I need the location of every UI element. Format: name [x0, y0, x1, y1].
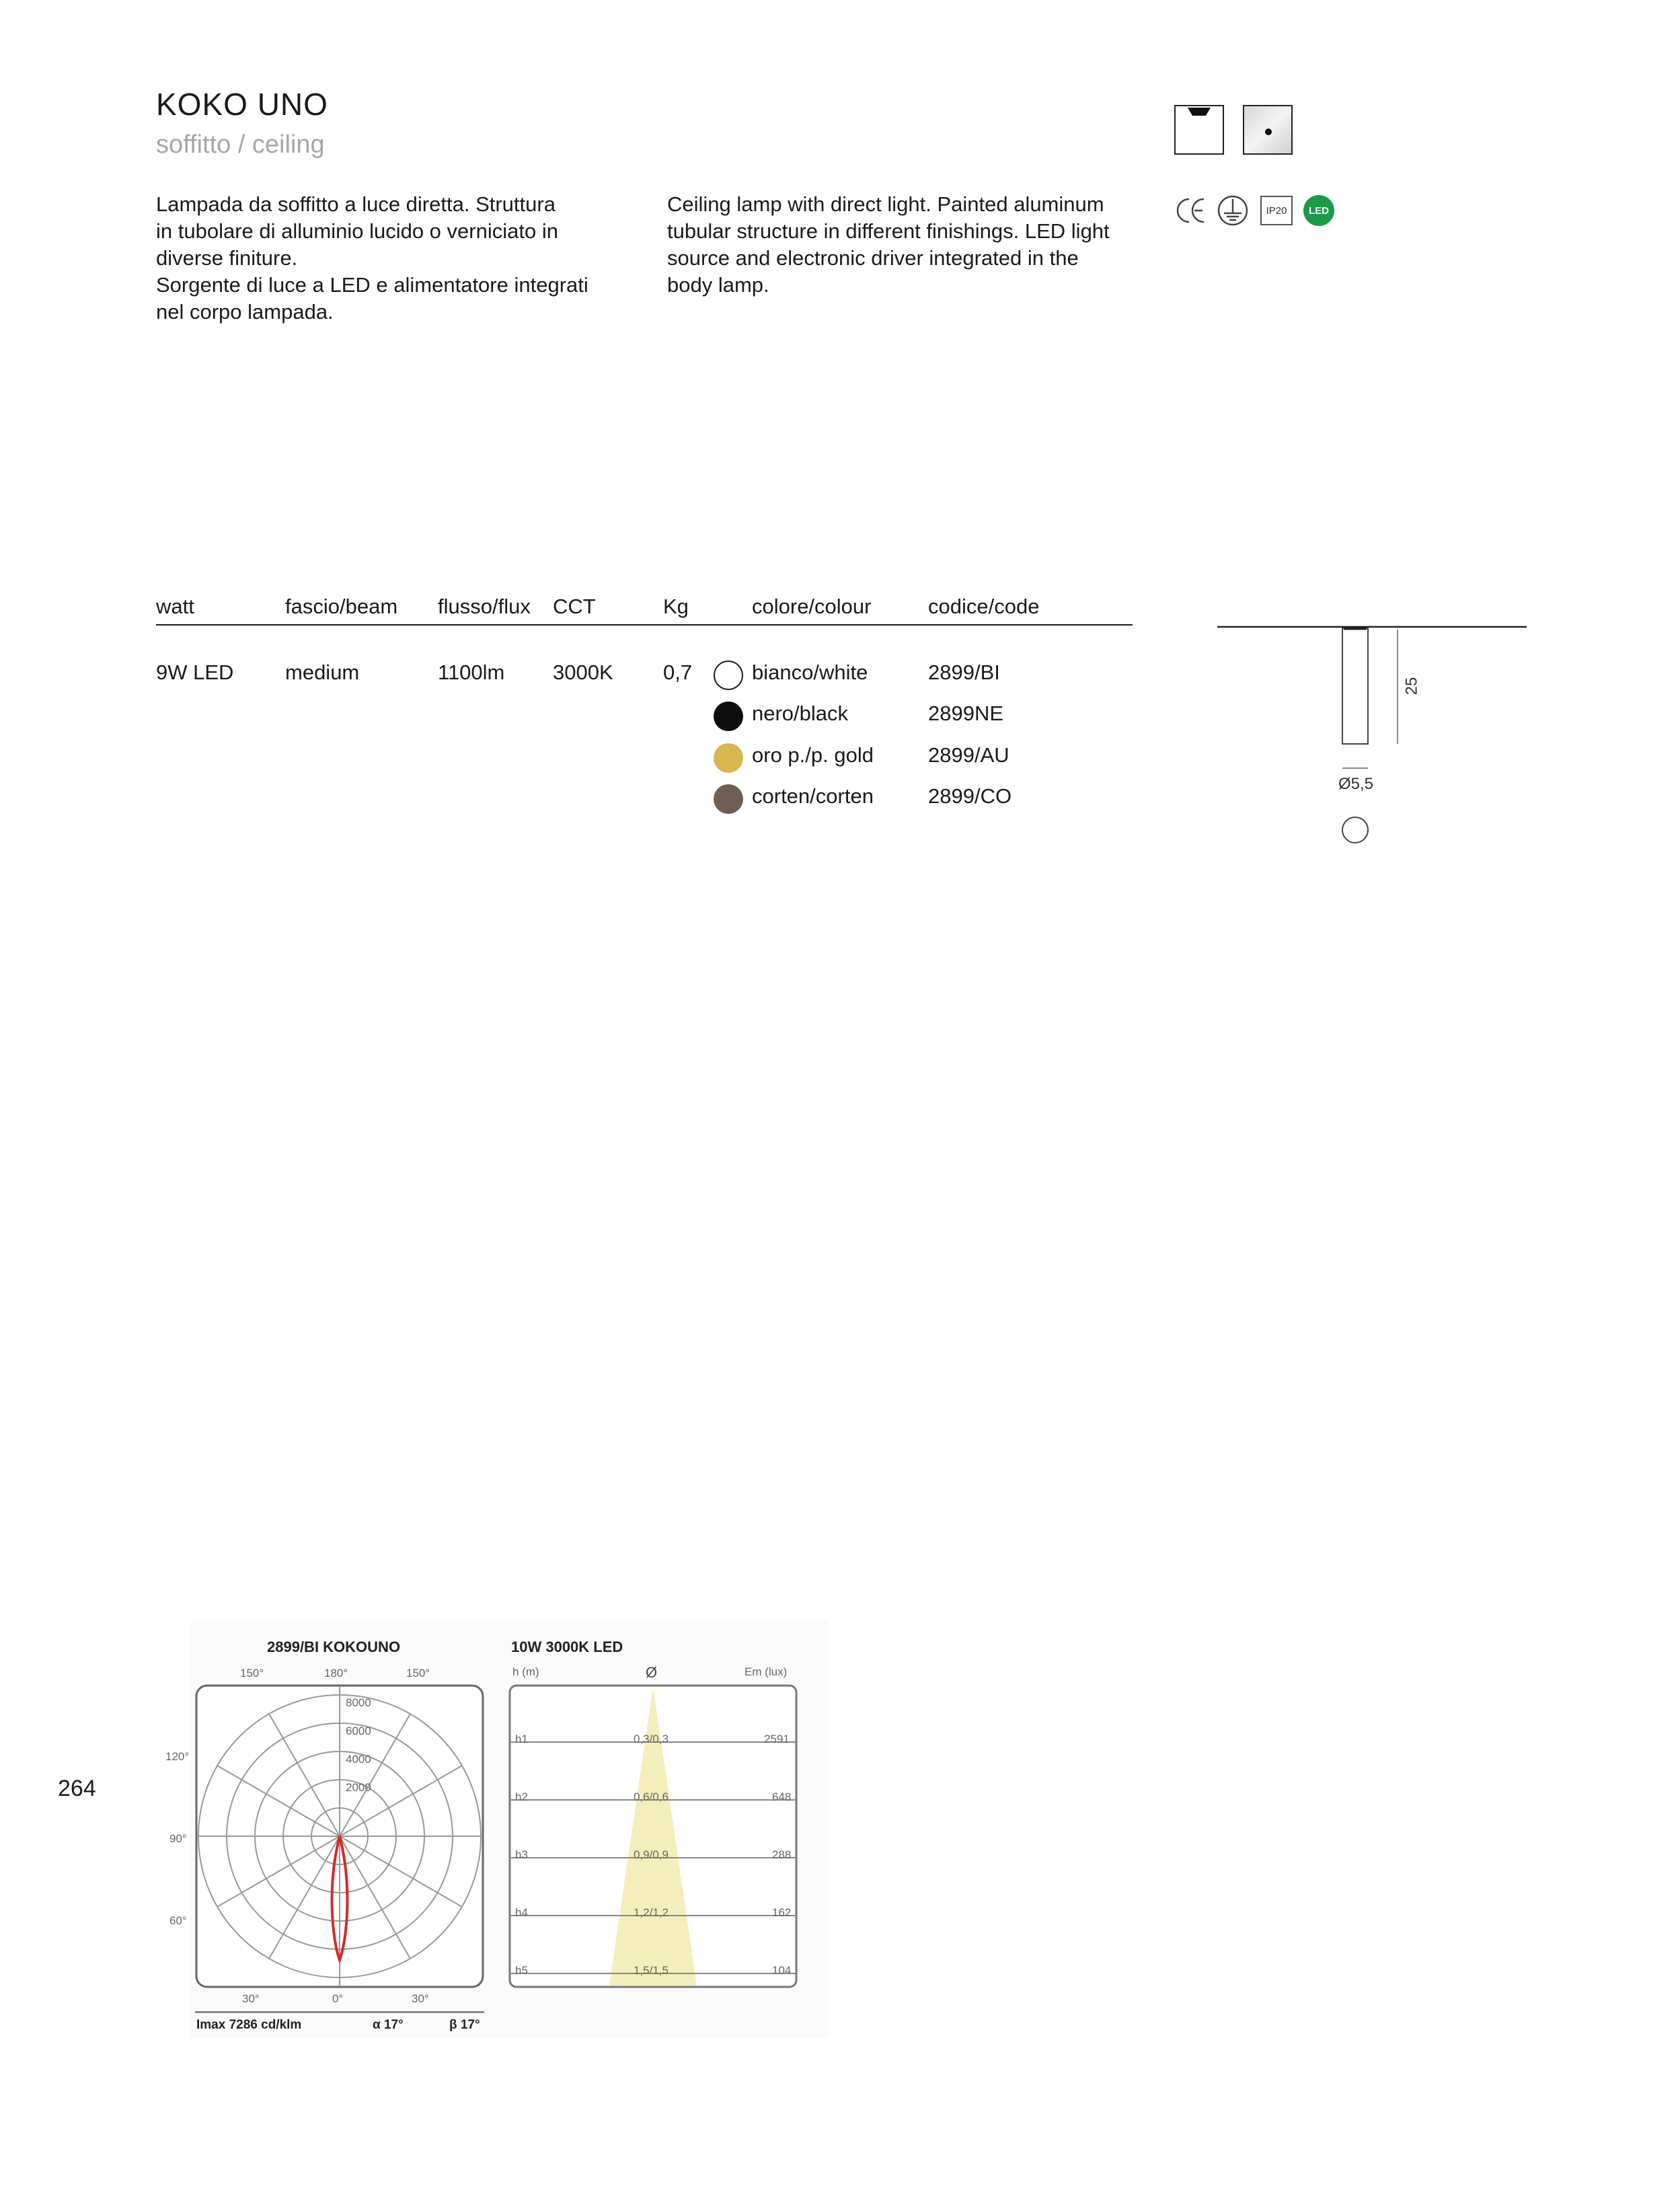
cone-row-lux: 288 — [772, 1848, 792, 1861]
header-colour: colore/colour — [752, 595, 872, 618]
polar-angle-label: 30° — [412, 1992, 429, 2005]
polar-angle-label: 150° — [240, 1667, 264, 1680]
description-en-line: body lamp. — [667, 273, 769, 297]
polar-angle-label: 0° — [332, 1992, 344, 2005]
cell-cct: 3000K — [553, 661, 613, 684]
description-en-line: Ceiling lamp with direct light. Painted aluminum — [667, 192, 1104, 216]
cone-row-lux: 162 — [772, 1906, 792, 1919]
polar-ring-label: 4000 — [346, 1753, 371, 1766]
variant-colour: nero/black — [752, 702, 849, 725]
header-cct: CCT — [553, 595, 596, 618]
swatch-white — [714, 661, 743, 690]
variant-colour: oro p./p. gold — [752, 743, 874, 767]
cone-row-d: 0,9/0,9 — [634, 1848, 669, 1861]
certification-icons — [1174, 194, 1334, 227]
cone-row-lux: 104 — [772, 1964, 792, 1977]
description-en — [667, 191, 1151, 299]
description-en-line: tubular structure in different finishings. LED light — [667, 219, 1110, 243]
cone-diameter-label: Ø — [646, 1664, 658, 1681]
description-it-line: in tubolare di alluminio lucido o verniciato in — [156, 219, 558, 243]
polar-ring-label: 2000 — [346, 1781, 371, 1794]
product-subtitle: soffitto / ceiling — [156, 130, 325, 159]
description-en-line: source and electronic driver integrated in the — [667, 246, 1079, 270]
header-kg: Kg — [663, 595, 689, 618]
cone-row-d: 0,3/0,3 — [634, 1733, 669, 1745]
variant-code: 2899/AU — [928, 743, 1009, 767]
ceiling-mount-icon — [1174, 105, 1224, 155]
dimension-diameter: Ø5,5 — [1338, 775, 1374, 793]
swatch-corten — [714, 784, 743, 814]
polar-footer-rule — [195, 2011, 484, 2013]
cone-em-label: Em (lux) — [744, 1665, 788, 1678]
earth-ground-icon — [1216, 194, 1250, 227]
cell-watt: 9W LED — [156, 661, 234, 684]
variant-colour: corten/corten — [752, 784, 874, 808]
header-code: codice/code — [928, 595, 1040, 618]
polar-diagram-title: 2899/BI KOKOUNO — [267, 1638, 401, 1655]
cone-diagram — [508, 1684, 798, 1988]
cell-kg: 0,7 — [663, 661, 693, 684]
dimension-drawing — [1211, 619, 1533, 847]
beta-label: β 17° — [449, 2018, 480, 2032]
header-beam: fascio/beam — [285, 595, 398, 618]
cone-h-label: h (m) — [512, 1665, 539, 1678]
imax-label: Imax 7286 cd/klm — [196, 2018, 302, 2032]
cone-row-h: h5 — [515, 1964, 528, 1977]
led-badge: LED — [1303, 195, 1334, 226]
variant-code: 2899NE — [928, 702, 1004, 725]
cone-row-h: h3 — [515, 1848, 528, 1861]
dimension-height: 25 — [1402, 677, 1421, 695]
ceiling-spot-icon — [1243, 105, 1293, 155]
polar-angle-label: 90° — [169, 1832, 187, 1845]
cone-diagram-title: 10W 3000K LED — [511, 1638, 623, 1655]
cone-row-lux: 2591 — [764, 1733, 790, 1745]
product-title: KOKO UNO — [156, 87, 328, 122]
cone-row-lux: 648 — [772, 1790, 792, 1803]
alpha-label: α 17° — [373, 2018, 404, 2032]
cone-row-d: 0,6/0,6 — [634, 1790, 669, 1803]
polar-ring-label: 6000 — [346, 1725, 371, 1737]
cone-row-h: h1 — [515, 1733, 528, 1745]
cell-flux: 1100lm — [438, 661, 505, 684]
ce-mark-icon — [1174, 194, 1208, 227]
cone-row-d: 1,2/1,2 — [634, 1906, 669, 1919]
description-it — [156, 191, 640, 326]
description-it-line: Lampada da soffitto a luce diretta. Struttura — [156, 192, 556, 216]
polar-ring-label: 8000 — [346, 1696, 371, 1709]
swatch-gold — [714, 743, 743, 773]
polar-diagram — [195, 1684, 484, 1988]
header-flux: flusso/flux — [438, 595, 531, 618]
cone-row-h: h2 — [515, 1790, 528, 1803]
variant-colour: bianco/white — [752, 661, 868, 684]
polar-angle-label: 30° — [242, 1992, 260, 2005]
description-it-line: Sorgente di luce a LED e alimentatore integrati — [156, 273, 588, 297]
variant-code: 2899/CO — [928, 784, 1012, 808]
variant-code: 2899/BI — [928, 661, 1000, 684]
description-it-line: diverse finiture. — [156, 246, 298, 270]
table-header-rule — [156, 624, 1133, 626]
polar-angle-label: 180° — [324, 1667, 348, 1680]
cone-row-h: h4 — [515, 1906, 528, 1919]
page-number: 264 — [58, 1776, 96, 1801]
polar-angle-label: 60° — [169, 1914, 187, 1927]
polar-angle-label: 120° — [165, 1750, 190, 1763]
photometric-panel — [165, 1621, 829, 2038]
cone-row-d: 1,5/1,5 — [634, 1964, 669, 1977]
ip-rating-badge: IP20 — [1260, 196, 1293, 225]
cell-beam: medium — [285, 661, 360, 684]
ceiling-mount-icon-graphic — [1176, 106, 1223, 153]
description-it-line: nel corpo lampada. — [156, 300, 334, 324]
polar-angle-label: 150° — [406, 1667, 430, 1680]
swatch-black — [714, 702, 743, 731]
ceiling-spot-icon-graphic — [1244, 106, 1291, 153]
header-watt: watt — [156, 595, 194, 618]
